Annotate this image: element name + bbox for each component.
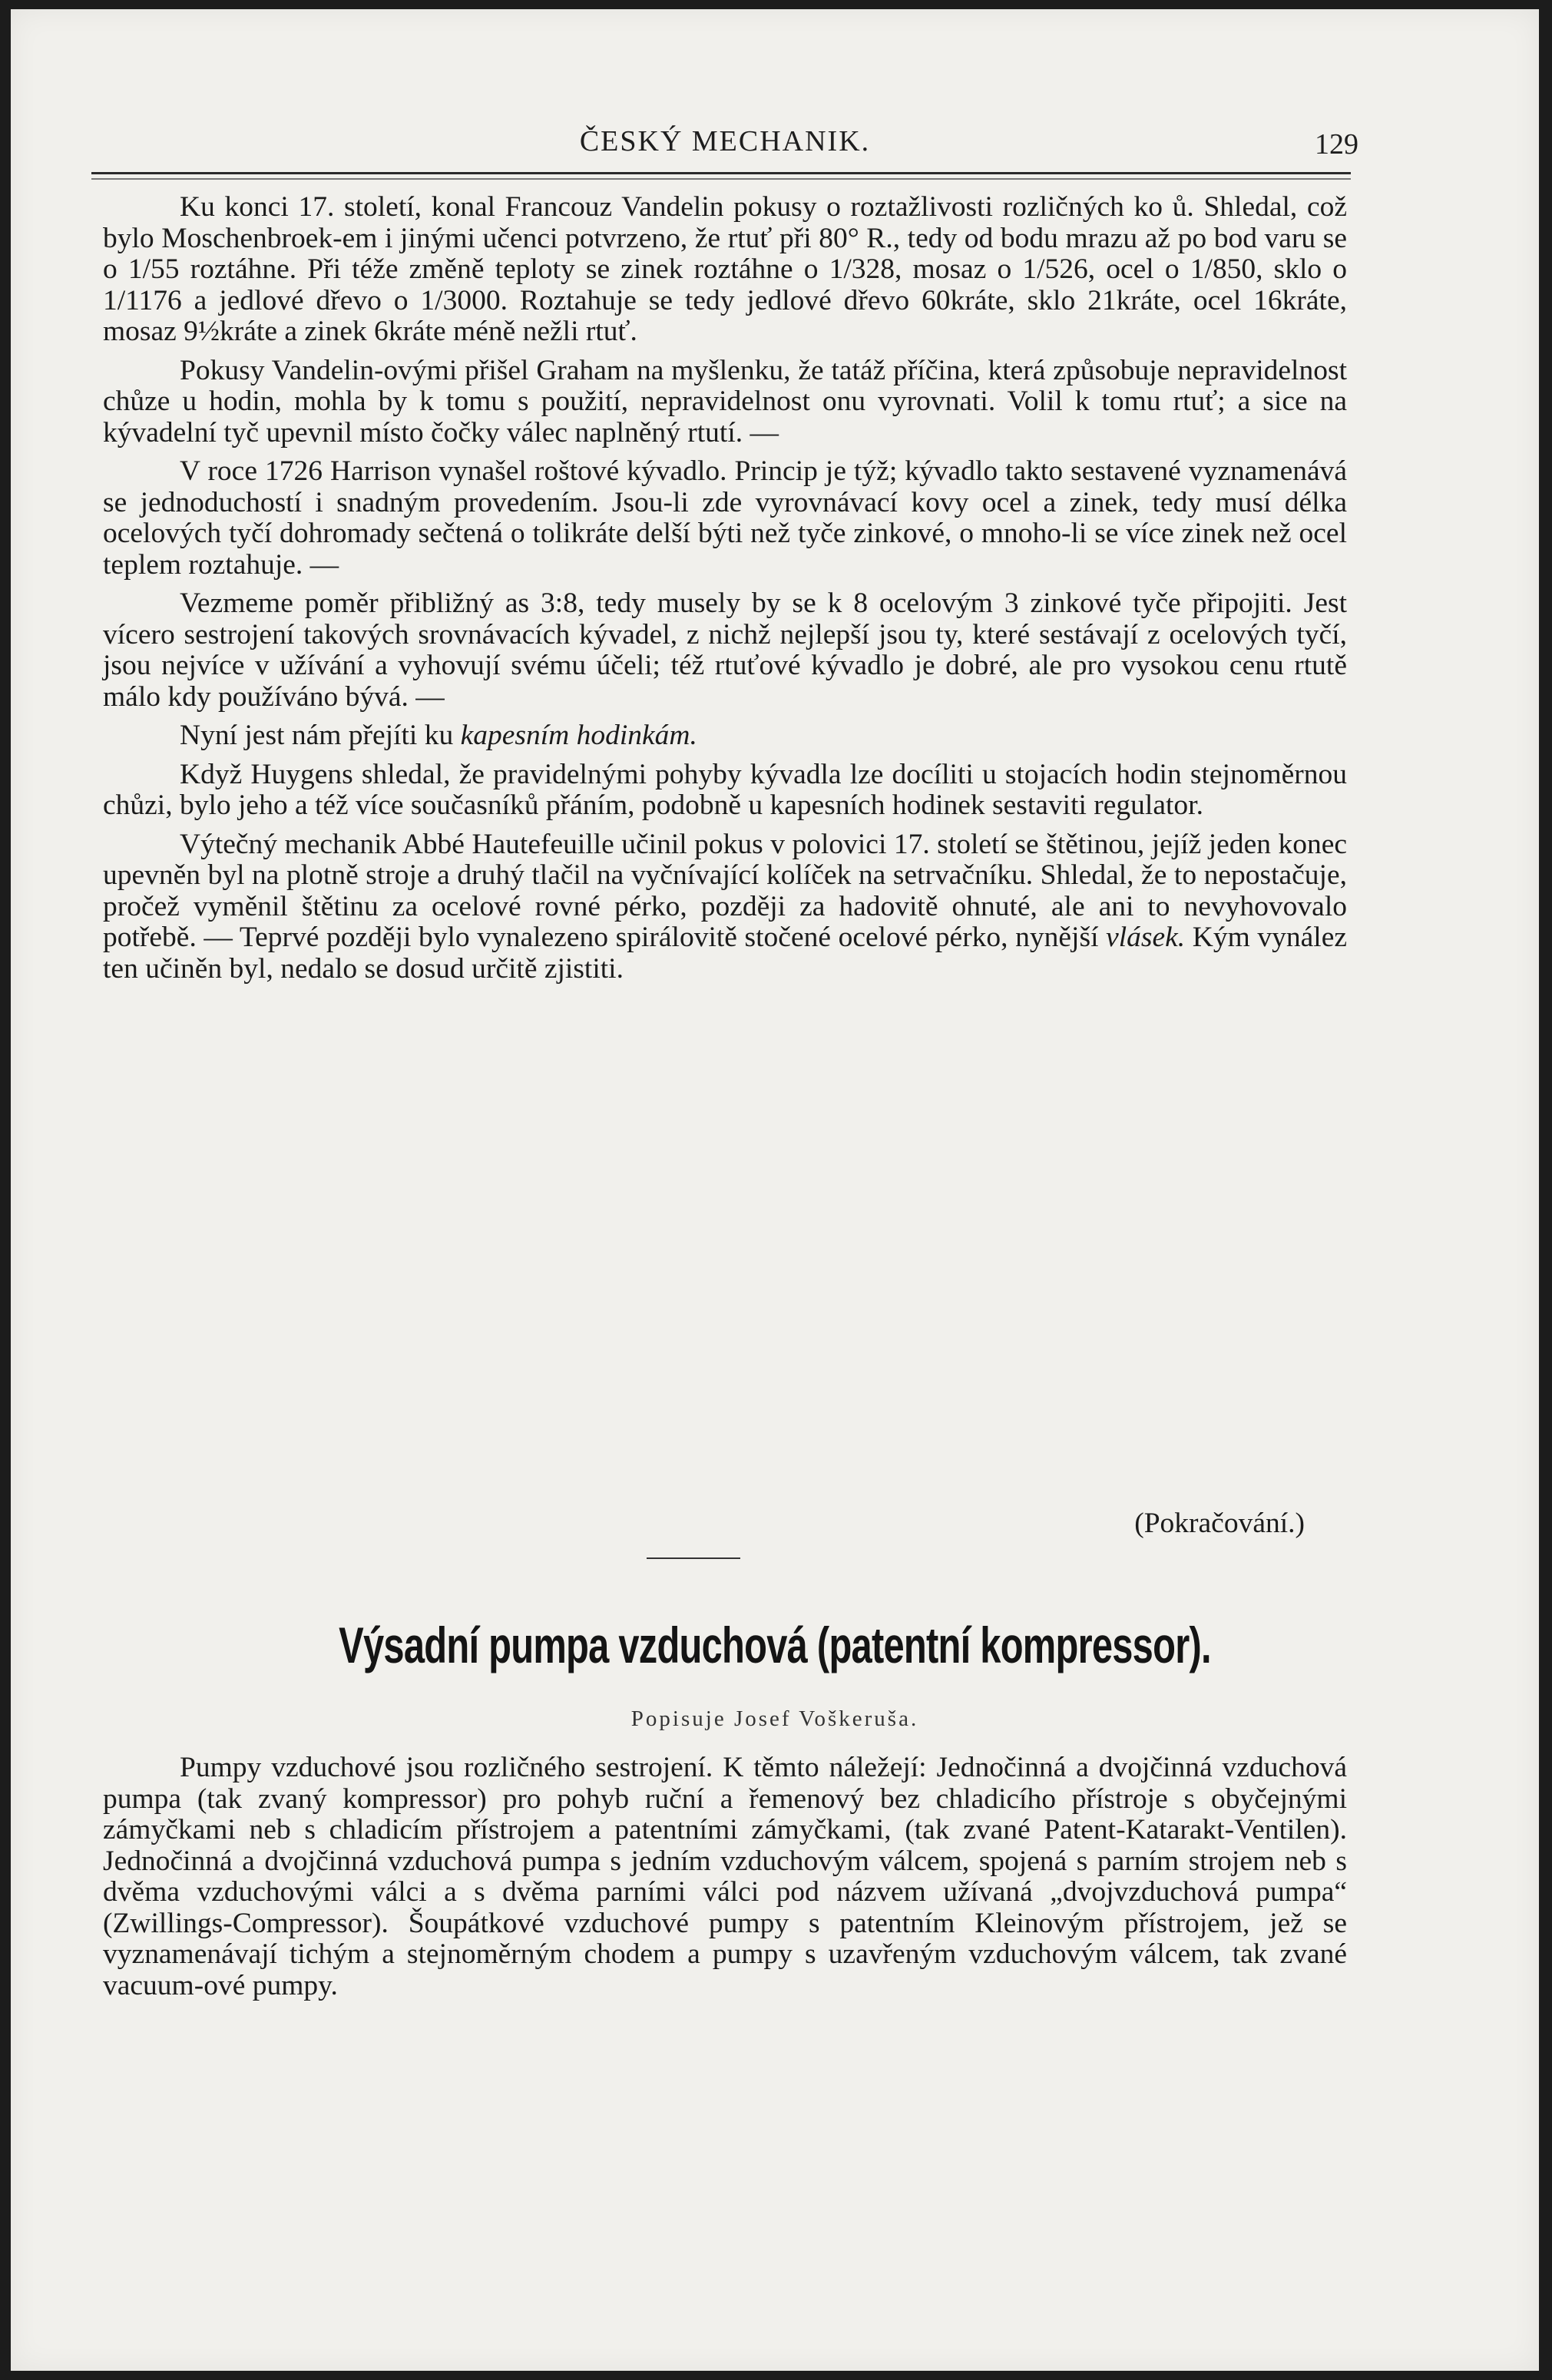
section-separator — [647, 1557, 740, 1559]
paragraph: Pumpy vzduchové jsou rozličného sestrojení. K těmto náležejí: Jednočinná a dvojčinná vzduchová pumpa (tak zvaný kompressor) pro pohyb ruční a řemenový bez chladicího přístroje s obyčejnými zámyčkami neb s chladicím přístrojem a patentními zámyčkami, (tak zvané Patent-Katarakt-Ventilen). Jednočinná a dvojčinná vzduchová pumpa s jedním vzduchovým válcem, spojená s parním strojem neb s dvěma vzduchovými válci a s dvěma parními válci pod názvem užívaná „dvojvzduchová pumpa“ (Zwillings-Compressor). Šoupátkové vzduchové pumpy s patentním Kleinovým přístrojem, jež se vyznamenávají tichým a stejnoměrným chodem a pumpy s uzavřeným vzduchovým válcem, tak zvané vacuum-ové pumpy. — [103, 1752, 1347, 2001]
header-rule-thin — [91, 178, 1351, 180]
page-number: 129 — [1315, 128, 1358, 161]
paragraph — [103, 720, 1347, 752]
article-title: Výsadní pumpa vzduchová (patentní kompressor). — [339, 1617, 1211, 1673]
running-title: ČESKÝ MECHANIK. — [579, 125, 871, 157]
continued-note: (Pokračování.) — [1134, 1508, 1305, 1539]
header-rule — [91, 172, 1351, 174]
paragraph: Když Huygens shledal, že pravidelnými pohyby kývadla lze docíliti u stojacích hodin stejnoměrnou chůzi, bylo jeho a též více současníků přáním, podobně u kapesních hodinek sestaviti regulator. — [103, 758, 1347, 821]
document-page — [11, 9, 1539, 2371]
emphasis-text: kapesním hodinkám. — [460, 720, 697, 751]
paragraph-text: Kým vynález ten učiněn byl, nedalo se dosud určitě zjistiti. — [103, 922, 1348, 985]
emphasis-text: vlásek. — [1106, 922, 1186, 953]
paragraph: Ku konci 17. století, konal Francouz Vandelin pokusy o roztažlivosti rozličných ko ů. Shledal, což bylo Moschenbroek-em i jinými učenci potvrzeno, že rtuť při 80° R., tedy od bodu mrazu až po bod varu se o 1/55 roztáhne. Při téže změně teploty se zinek roztáhne o 1/328, mosaz o 1/526, ocel o 1/850, sklo o 1/1176 a jedlové dřevo o 1/3000. Roztahuje se tedy jedlové dřevo 60kráte, sklo 21kráte, ocel 16kráte, mosaz 9½kráte a zinek 6kráte méně nežli rtuť. — [103, 191, 1347, 347]
page-header — [91, 124, 1358, 170]
paragraph-text: Nyní jest nám přejíti ku — [180, 720, 461, 751]
article-byline: Popisuje Josef Voškeruša. — [630, 1706, 919, 1731]
paragraph: V roce 1726 Harrison vynašel roštové kývadlo. Princip je týž; kývadlo takto sestavené vyznamenává se jednoduchostí i snadným provedením. Jsou-li zde vyrovnávací kovy ocel a zinek, tedy musí délka ocelových tyčí dohromady sečtená o tolikráte delší býti než tyče zinkové, o mnoho-li se více zinek než ocel teplem roztahuje. — — [103, 455, 1347, 581]
paragraph-text: Výtečný mechanik Abbé Hautefeuille učinil pokus v polovici 17. století se štětinou, jejíž jeden konec upevněn byl na plotně stroje a druhý tlačil na vyčnívající kolíček na setrvačníku. Shledal, že to nepostačuje, pročež vyměnil štětinu za ocelové rovné pérko, později za hadovitě ohnuté, ale ani to nevyhovovalo potřebě. — Teprvé později bylo vynalezeno spirálovitě stočené ocelové pérko, nynější — [103, 828, 1347, 953]
paragraph: Vezmeme poměr přibližný as 3:8, tedy musely by se k 8 ocelovým 3 zinkové tyče připojiti. Jest vícero sestrojení takových srovnávacích kývadel, z nichž nejlepší jsou ty, které sestávají z ocelových tyčí, jsou nejvíce v užívání a vyhovují svému účeli; též rtuťové kývadlo je dobré, ale pro vysokou cenu rtutě málo kdy používáno bývá. — — [103, 588, 1347, 713]
paragraph: Pokusy Vandelin-ovými přišel Graham na myšlenku, že tatáž příčina, která způsobuje nepravidelnost chůze u hodin, mohla by k tomu s použití, nepravidelnost onu vyrovnati. Volil k tomu rtuť; a sice na kývadelní tyč upevnil místo čočky válec naplněný rtutí. — — [103, 354, 1347, 449]
article-body — [103, 1753, 1347, 2001]
paragraph — [103, 829, 1347, 985]
section-continuation — [103, 192, 1347, 985]
